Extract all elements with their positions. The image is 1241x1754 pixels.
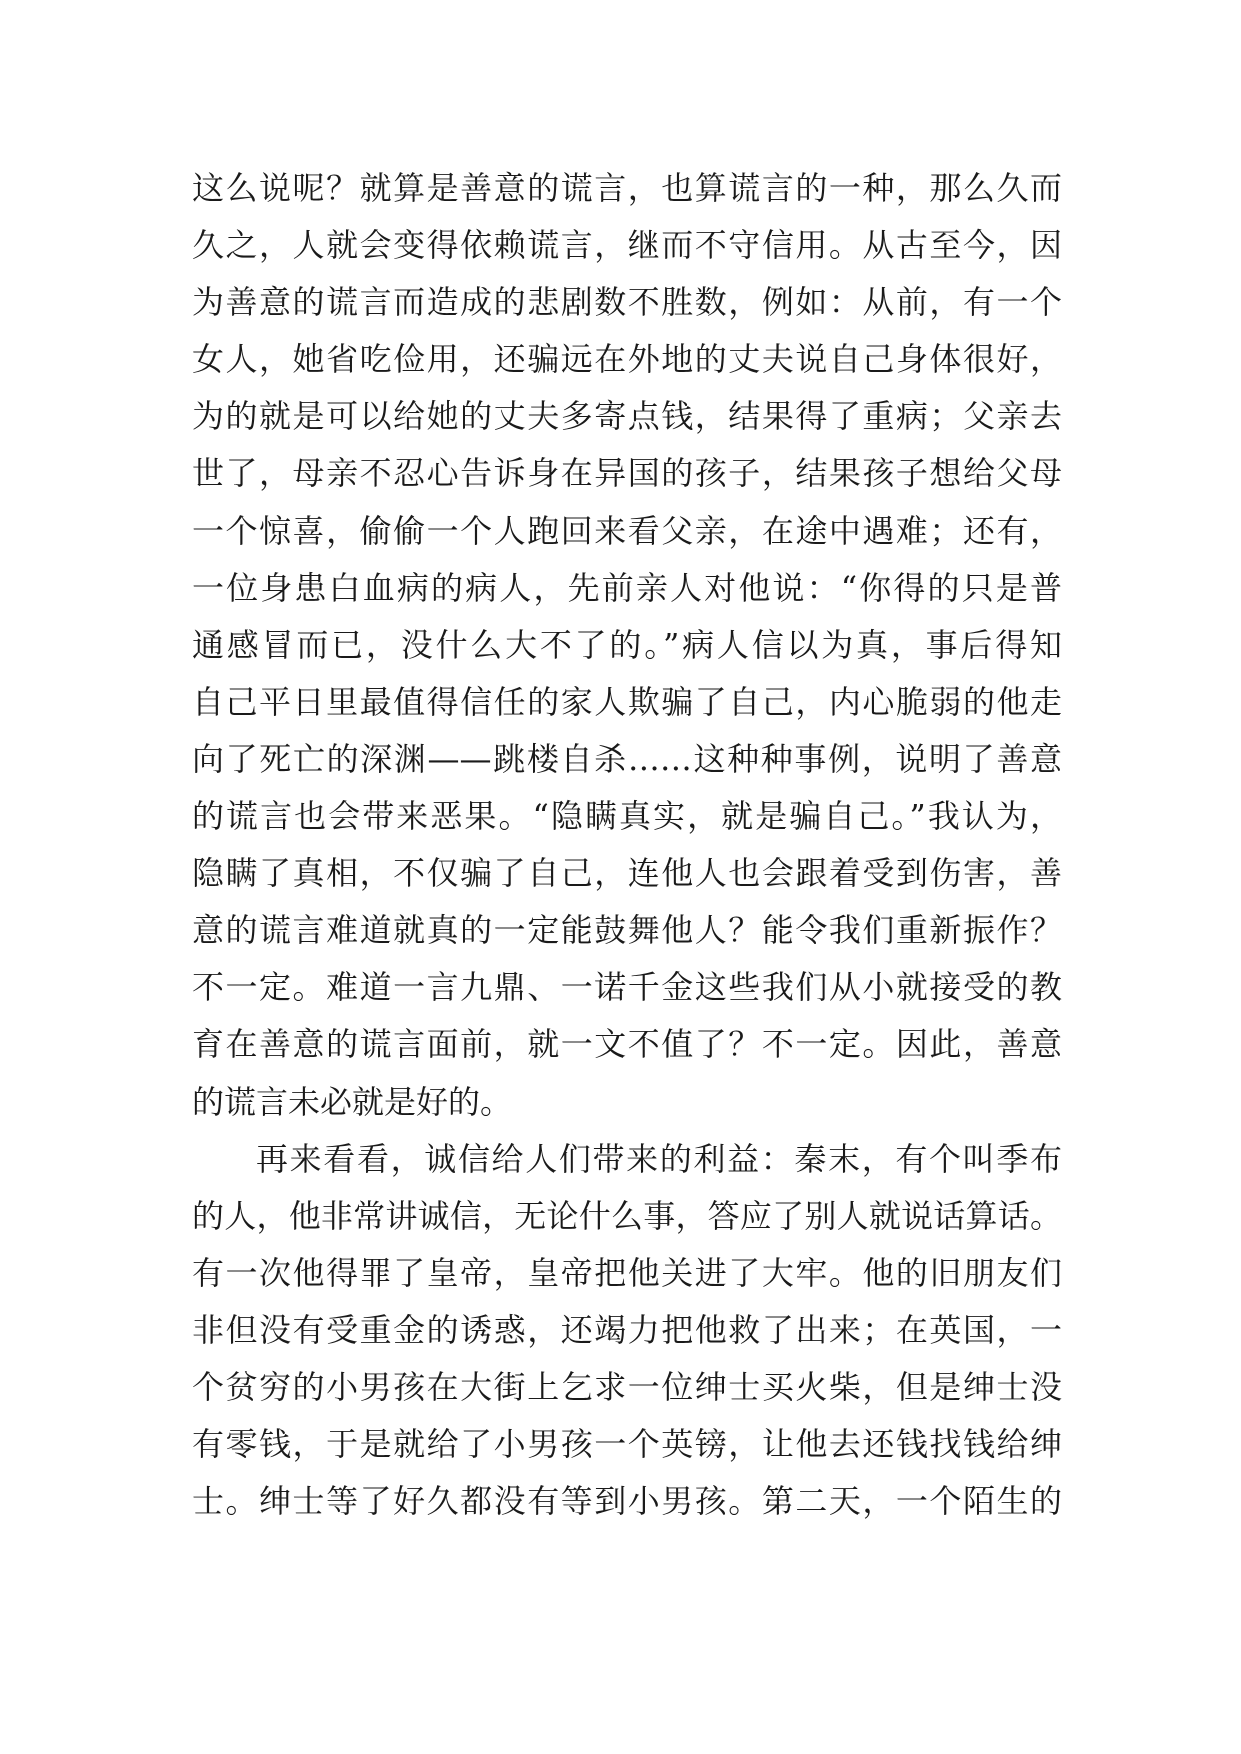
text-line: 一位身患白血病的病人，先前亲人对他说：“你得的只是普: [192, 568, 1062, 607]
text-line: 有零钱，于是就给了小男孩一个英镑，让他去还钱找钱给绅: [192, 1425, 1062, 1464]
text-line: 一个惊喜，偷偷一个人跑回来看父亲，在途中遇难；还有，: [192, 511, 1062, 550]
text-line: 士。绅士等了好久都没有等到小男孩。第二天，一个陌生的: [192, 1482, 1062, 1521]
text-line: 向了死亡的深渊——跳楼自杀……这种种事例，说明了善意: [192, 739, 1062, 778]
paragraph-start-line: 再来看看，诚信给人们带来的利益：秦末，有个叫季布: [256, 1139, 1062, 1178]
text-line: 有一次他得罪了皇帝，皇帝把他关进了大牢。他的旧朋友们: [192, 1253, 1062, 1292]
text-line: 这么说呢？就算是善意的谎言，也算谎言的一种，那么久而: [192, 169, 1062, 207]
text-line: 的人，他非常讲诚信，无论什么事，答应了别人就说话算话。: [192, 1196, 1062, 1235]
text-line: 非但没有受重金的诱惑，还竭力把他救了出来；在英国，一: [192, 1310, 1062, 1349]
text-line: 女人，她省吃俭用，还骗远在外地的丈夫说自己身体很好，: [192, 340, 1062, 379]
text-line: 育在善意的谎言面前，就一文不值了？不一定。因此，善意: [192, 1025, 1062, 1064]
text-line: 世了，母亲不忍心告诉身在异国的孩子，结果孩子想给父母: [192, 454, 1062, 493]
text-line: 隐瞒了真相，不仅骗了自己，连他人也会跟着受到伤害，善: [192, 854, 1062, 893]
text-line: 意的谎言难道就真的一定能鼓舞他人？能令我们重新振作？: [192, 911, 1062, 950]
text-line: 为的就是可以给她的丈夫多寄点钱，结果得了重病；父亲去: [192, 397, 1062, 436]
text-line: 的谎言也会带来恶果。“隐瞒真实，就是骗自己。”我认为，: [192, 797, 1062, 836]
body-text: [192, 160, 1062, 1530]
text-line: 不一定。难道一言九鼎、一诺千金这些我们从小就接受的教: [192, 968, 1062, 1007]
text-line: 个贫穷的小男孩在大街上乞求一位绅士买火柴，但是绅士没: [192, 1367, 1062, 1406]
text-line: 的谎言未必就是好的。: [192, 1082, 513, 1121]
text-line: 久之，人就会变得依赖谎言，继而不守信用。从古至今，因: [192, 226, 1062, 265]
text-line: 自己平日里最值得信任的家人欺骗了自己，内心脆弱的他走: [192, 682, 1062, 721]
text-line: 通感冒而已，没什么大不了的。”病人信以为真，事后得知: [192, 625, 1062, 664]
text-line: 为善意的谎言而造成的悲剧数不胜数，例如：从前，有一个: [192, 283, 1062, 322]
